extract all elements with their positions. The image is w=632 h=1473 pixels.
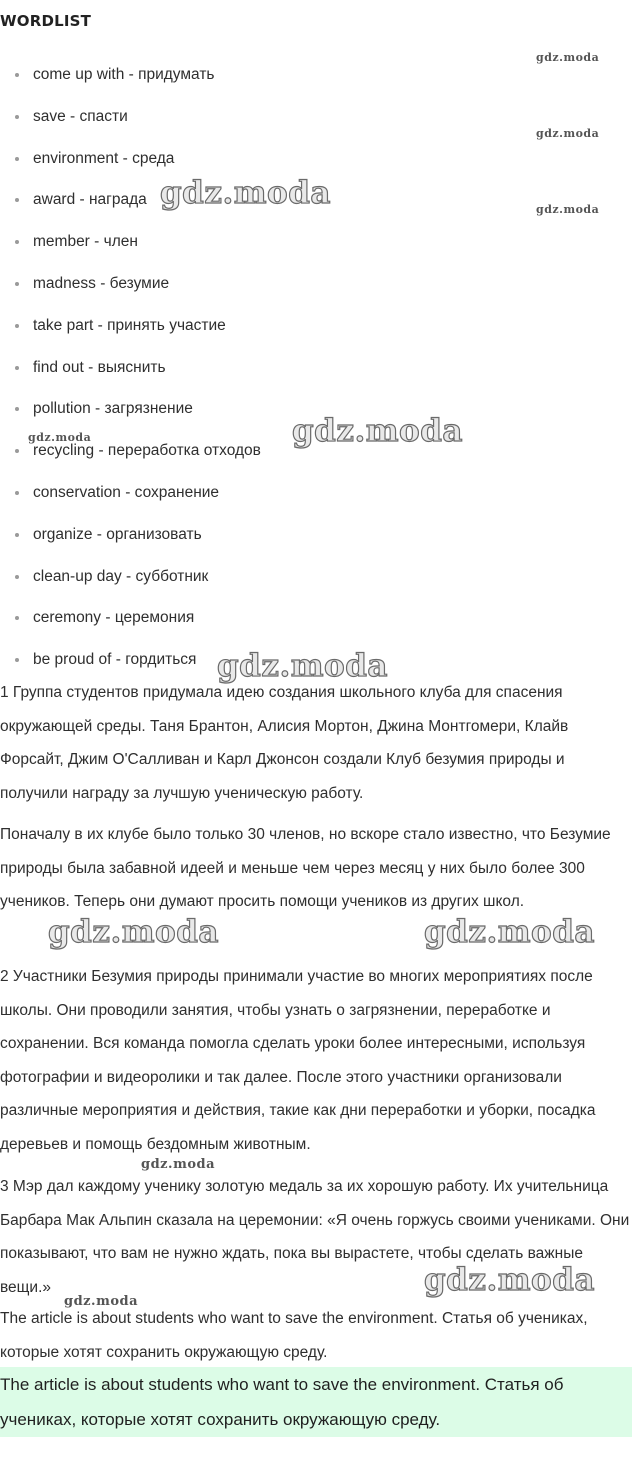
wordlist-entry: come up with - придумать	[33, 66, 215, 83]
wordlist-entry: organize - организовать	[33, 525, 202, 543]
list-item	[0, 597, 261, 639]
wordlist-entry: recycling - переработка отходов	[33, 442, 261, 460]
paragraph-2: Поначалу в их клубе было только 30 членов, но вскоре стало известно, что Безумие природы была забавной идеей и меньше чем через месяц у них было более 300 учеников. Теперь они думают просить помощи учеников из других школ.	[0, 826, 611, 910]
wordlist	[0, 54, 261, 681]
bullet-icon	[15, 324, 19, 328]
list-item	[0, 263, 261, 305]
wordlist-entry: award - награда	[33, 191, 147, 209]
bullet-icon	[15, 658, 19, 662]
wordlist-entry: ceremony - церемония	[33, 609, 195, 627]
list-item	[0, 472, 261, 514]
watermark: gdz.moda	[48, 914, 219, 950]
wordlist-entry: pollution - загрязнение	[33, 400, 193, 418]
wordlist-entry: madness - безумие	[33, 274, 170, 292]
watermark: gdz.moda	[536, 203, 600, 216]
bullet-icon	[15, 575, 19, 579]
answer-highlight: The article is about students who want to save the environment. Статья об учениках, которые хотят сохранить окружающую среду.	[0, 1367, 632, 1437]
bullet-icon	[15, 73, 19, 77]
paragraph-3: 2 Участники Безумия природы принимали участие во многих мероприятиях после школы. Они проводили занятия, чтобы узнать о загрязнении, переработке и сохранении. Вся команда помогла сделать уроки более интересными, используя фотографии и видеоролики и так далее. После этого участники организовали различные мероприятия и действия, такие как дни переработки и уборки, посадка деревьев и помощь бездомным животным.	[0, 968, 596, 1153]
bullet-icon	[15, 115, 19, 119]
watermark: gdz.moda	[28, 431, 92, 444]
bullet-icon	[15, 533, 19, 537]
bullet-icon	[15, 240, 19, 244]
watermark: gdz.moda	[217, 648, 388, 684]
paragraph-4: 3 Мэр дал каждому ученику золотую медаль за их хорошую работу. Их учительница Барбара Мак Альпин сказала на церемонии: «Я очень горжусь своими учениками. Они показывают, что вам не нужно ждать, пока вы вырастете, чтобы сделать важные вещи.»	[0, 1178, 630, 1296]
bullet-icon	[15, 282, 19, 286]
wordlist-heading: WORDLIST	[0, 12, 92, 30]
wordlist-entry: conservation - сохранение	[33, 483, 220, 501]
list-item	[0, 305, 261, 347]
watermark: gdz.moda	[141, 1157, 216, 1172]
list-item	[0, 96, 261, 138]
wordlist-entry: be proud of - гордиться	[33, 651, 197, 669]
paragraph-1: 1 Группа студентов придумала идею создания школьного клуба для спасения окружающей среды. Таня Брантон, Алисия Мортон, Джина Монтгомери, Клайв Форсайт, Джим О'Салливан и Карл Джонсон создали Клуб безумия природы и получили награду за лучшую ученическую работу.	[0, 684, 569, 802]
bullet-icon	[15, 449, 19, 453]
bullet-icon	[15, 407, 19, 411]
bullet-icon	[15, 491, 19, 495]
list-item	[0, 347, 261, 389]
watermark: gdz.moda	[424, 1262, 595, 1298]
watermark: gdz.moda	[536, 127, 600, 140]
wordlist-entry: environment - среда	[33, 149, 175, 167]
list-item	[0, 54, 261, 96]
watermark: gdz.moda	[160, 175, 331, 211]
paragraph-summary: The article is about students who want to save the environment. Статья об учениках, которые хотят сохранить окружающую среду.	[0, 1310, 588, 1361]
wordlist-entry: clean-up day - субботник	[33, 567, 209, 585]
watermark: gdz.moda	[64, 1294, 139, 1309]
list-item	[0, 556, 261, 598]
wordlist-entry: save - спасти	[33, 107, 128, 125]
wordlist-entry: take part - принять участие	[33, 316, 226, 334]
watermark: gdz.moda	[292, 413, 463, 449]
wordlist-entry: member - член	[33, 233, 138, 251]
bullet-icon	[15, 157, 19, 161]
list-item	[0, 514, 261, 556]
bullet-icon	[15, 616, 19, 620]
list-item	[0, 388, 261, 430]
watermark: gdz.moda	[424, 914, 595, 950]
list-item	[0, 138, 261, 180]
watermark: gdz.moda	[536, 51, 600, 64]
bullet-icon	[15, 198, 19, 202]
bullet-icon	[15, 366, 19, 370]
list-item	[0, 221, 261, 263]
wordlist-entry: find out - выяснить	[33, 358, 166, 376]
